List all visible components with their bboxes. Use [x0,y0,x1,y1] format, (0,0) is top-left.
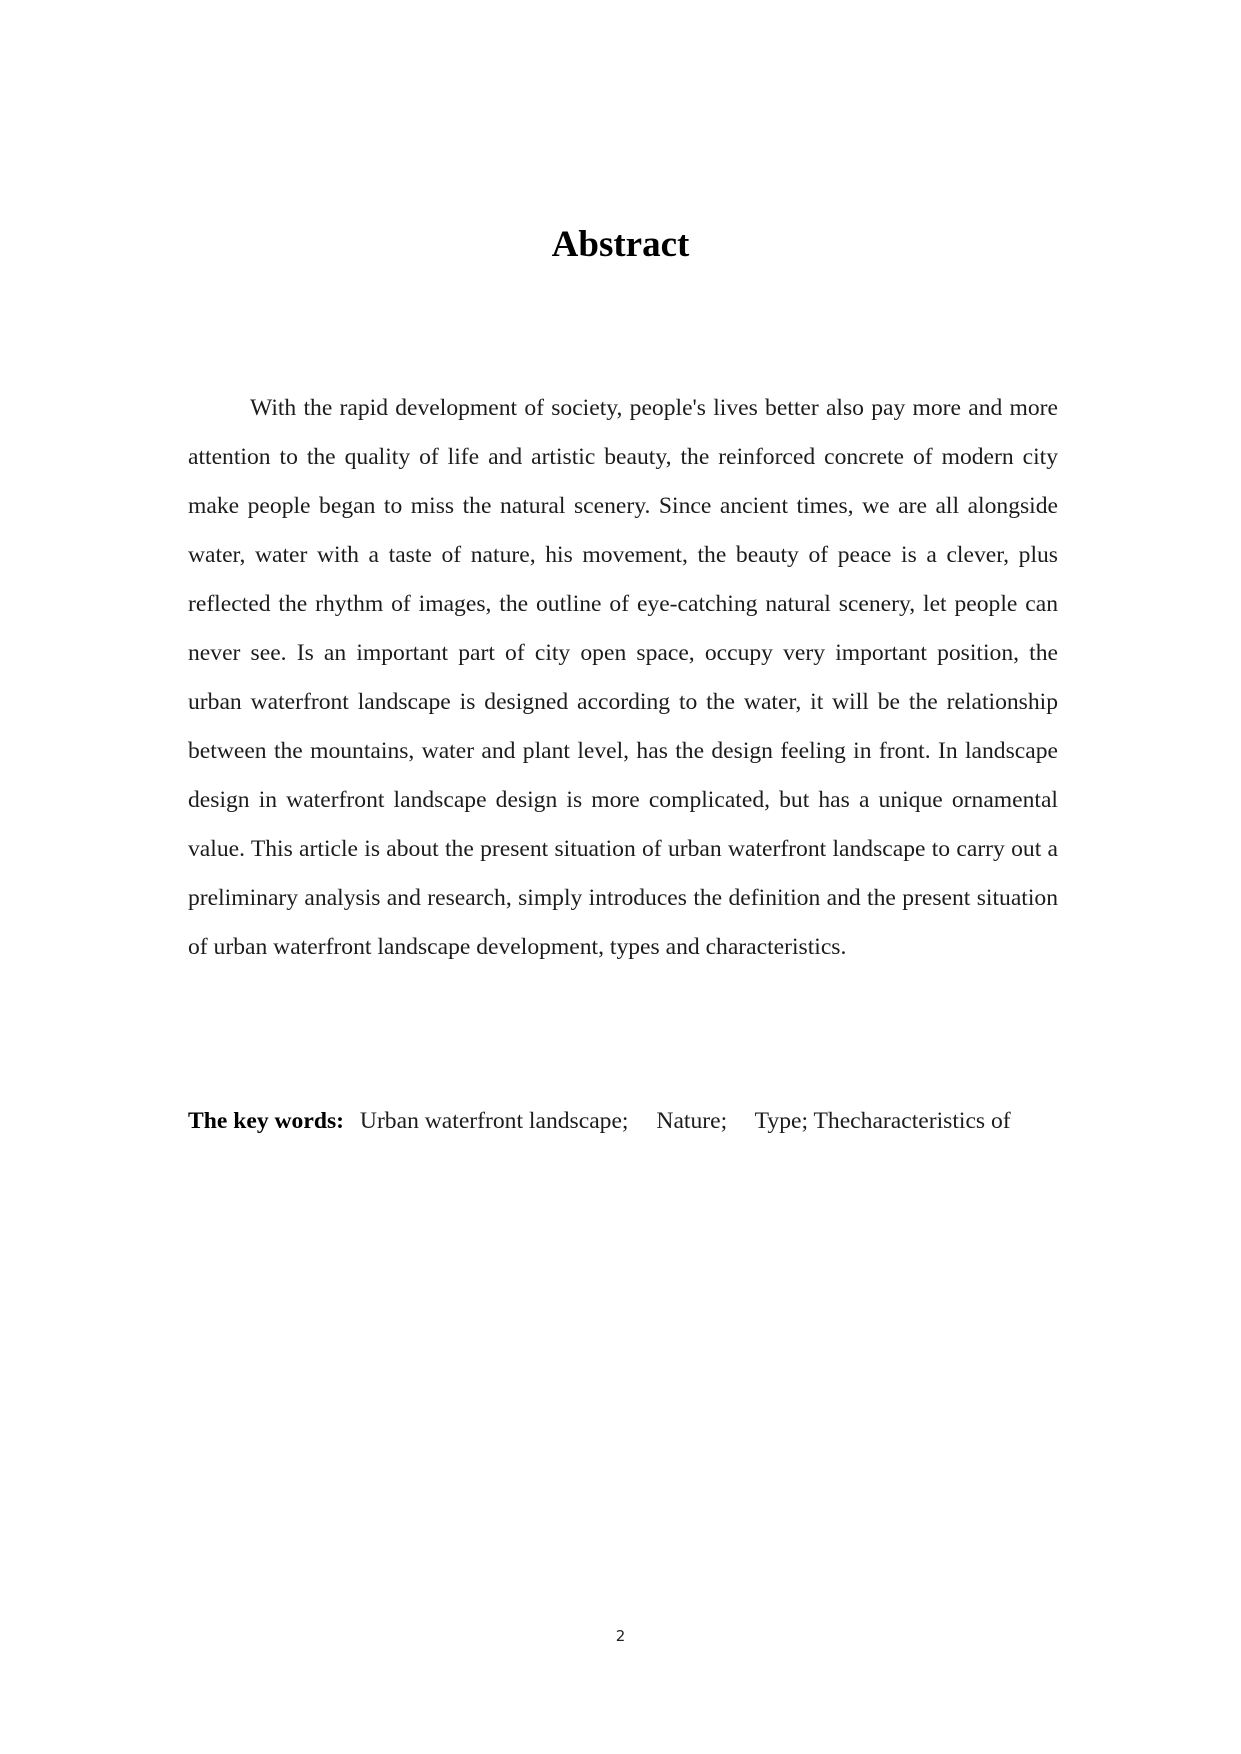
keywords-line [188,1101,1068,1141]
keywords-label: The key words: [188,1108,344,1134]
keyword-item: Nature; [656,1108,728,1134]
keyword-item: Urban waterfront landscape; [359,1108,629,1134]
page-title: Abstract [551,224,690,265]
keyword-item: Type; Thecharacteristics of [754,1108,1011,1134]
abstract-paragraph: With the rapid development of society, people's lives better also pay more and more attention to the quality of life and artistic beauty, the reinforced concrete of modern city make people began to miss the natural scenery. Since ancient times, we are all alongside water, water with a taste of nature, his movement, the beauty of peace is a clever, plus reflected the rhythm of images, the outline of eye-catching natural scenery, let people can never see. Is an important part of city open space, occupy very important position, the urban waterfront landscape is designed according to the water, it will be the relationship between the mountains, water and plant level, has the design feeling in front. In landscape design in waterfront landscape design is more complicated, but has a unique ornamental value. This article is about the present situation of urban waterfront landscape to carry out a preliminary analysis and research, simply introduces the definition and the present situation of urban waterfront landscape development, types and characteristics. [188,395,1058,960]
page-number: 2 [615,1627,626,1645]
